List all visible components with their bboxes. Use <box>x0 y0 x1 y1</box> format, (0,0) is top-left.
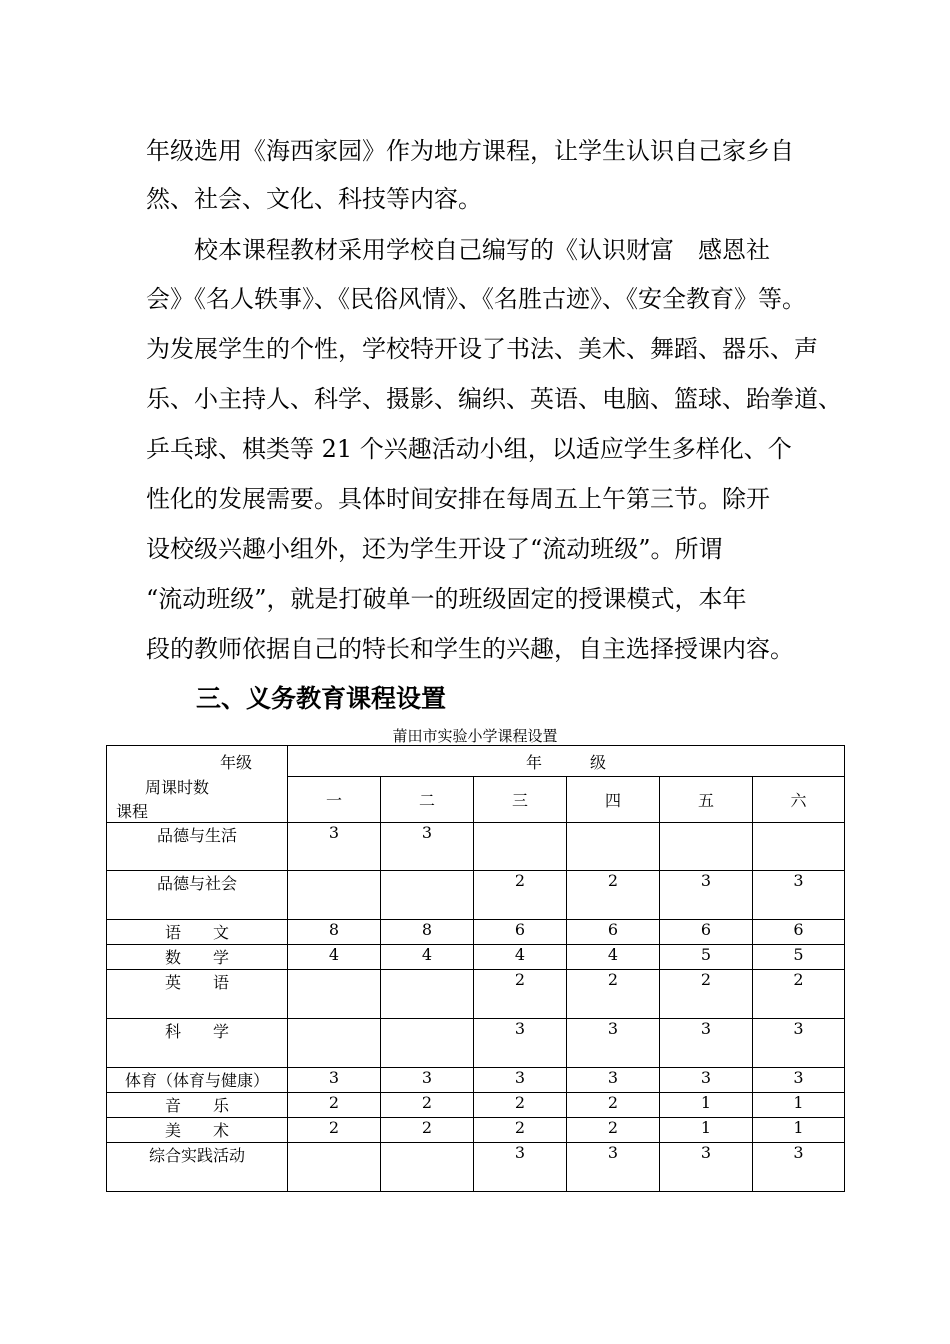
paragraph-line: 然、社会、文化、科技等内容。 <box>146 185 482 213</box>
corner-course-label: 课程 <box>116 802 149 821</box>
course-name-cell: 美 术 <box>107 1118 288 1143</box>
hours-cell: 3 <box>474 1019 567 1068</box>
paragraph-line: 乐、小主持人、科学、摄影、编织、英语、电脑、篮球、跆拳道、 <box>146 385 842 413</box>
paragraph-line: 乒乓球、棋类等 21 个兴趣活动小组，以适应学生多样化、个 <box>146 435 792 463</box>
table-row <box>107 823 845 871</box>
course-name-cell: 英 语 <box>107 970 288 1019</box>
grade-cell: 四 <box>567 777 660 823</box>
paragraph-line: 校本课程教材采用学校自己编写的《认识财富 感恩社 <box>194 236 770 264</box>
hours-cell <box>567 823 660 871</box>
hours-cell: 1 <box>660 1118 753 1143</box>
hours-cell: 2 <box>381 1093 474 1118</box>
course-table <box>106 745 845 1192</box>
course-name-cell: 综合实践活动 <box>107 1143 288 1192</box>
hours-cell: 2 <box>474 1093 567 1118</box>
hours-cell: 2 <box>753 970 845 1019</box>
hours-cell <box>660 823 753 871</box>
hours-cell: 2 <box>660 970 753 1019</box>
hours-cell: 1 <box>753 1118 845 1143</box>
table-row <box>107 1019 845 1068</box>
hours-cell <box>381 1019 474 1068</box>
hours-cell: 2 <box>474 871 567 920</box>
paragraph-line: 为发展学生的个性，学校特开设了书法、美术、舞蹈、器乐、声 <box>146 335 818 363</box>
hours-cell: 5 <box>660 945 753 970</box>
hours-cell: 1 <box>753 1093 845 1118</box>
hours-cell: 2 <box>567 1093 660 1118</box>
hours-cell: 3 <box>753 871 845 920</box>
hours-cell <box>288 970 381 1019</box>
hours-cell: 8 <box>381 920 474 945</box>
corner-hours-label: 周课时数 <box>145 778 210 797</box>
hours-cell: 6 <box>753 920 845 945</box>
table-row <box>107 1143 845 1192</box>
course-name-cell: 品德与生活 <box>107 823 288 871</box>
section-heading: 三、义务教育课程设置 <box>196 684 447 713</box>
hours-cell: 3 <box>753 1019 845 1068</box>
hours-cell: 2 <box>381 1118 474 1143</box>
hours-cell: 1 <box>660 1093 753 1118</box>
hours-cell: 2 <box>567 871 660 920</box>
hours-cell: 4 <box>381 945 474 970</box>
hours-cell <box>381 1143 474 1192</box>
grade-header-cell: 年 级 <box>288 746 845 777</box>
table-row <box>107 970 845 1019</box>
hours-cell: 3 <box>381 823 474 871</box>
hours-cell: 6 <box>567 920 660 945</box>
grade-cell: 二 <box>381 777 474 823</box>
paragraph-line: 段的教师依据自己的特长和学生的兴趣，自主选择授课内容。 <box>146 635 794 663</box>
hours-cell: 2 <box>567 1118 660 1143</box>
hours-cell: 6 <box>474 920 567 945</box>
hours-cell: 3 <box>660 1143 753 1192</box>
corner-header-cell <box>107 746 288 823</box>
hours-cell <box>381 970 474 1019</box>
hours-cell: 3 <box>753 1143 845 1192</box>
hours-cell: 2 <box>288 1118 381 1143</box>
hours-cell <box>288 1019 381 1068</box>
hours-cell: 3 <box>567 1019 660 1068</box>
hours-cell: 4 <box>474 945 567 970</box>
table-row <box>107 871 845 920</box>
paragraph-line: 性化的发展需要。具体时间安排在每周五上午第三节。除开 <box>146 485 770 513</box>
hours-cell: 3 <box>660 871 753 920</box>
course-name-cell: 语 文 <box>107 920 288 945</box>
hours-cell <box>753 823 845 871</box>
course-name-cell: 体育（体育与健康） <box>107 1068 288 1093</box>
course-name-cell: 音 乐 <box>107 1093 288 1118</box>
grade-cell: 五 <box>660 777 753 823</box>
hours-cell: 3 <box>474 1143 567 1192</box>
hours-cell: 3 <box>660 1068 753 1093</box>
hours-cell: 2 <box>288 1093 381 1118</box>
hours-cell: 8 <box>288 920 381 945</box>
hours-cell: 5 <box>753 945 845 970</box>
paragraph-line: 设校级兴趣小组外，还为学生开设了“流动班级”。所谓 <box>146 535 723 563</box>
course-name-cell: 数 学 <box>107 945 288 970</box>
hours-cell <box>381 871 474 920</box>
hours-cell: 2 <box>474 1118 567 1143</box>
table-caption: 莆田市实验小学课程设置 <box>392 727 558 745</box>
grade-cell: 一 <box>288 777 381 823</box>
table-header-row <box>107 746 845 777</box>
hours-cell: 6 <box>660 920 753 945</box>
hours-cell: 4 <box>567 945 660 970</box>
table-row <box>107 1068 845 1093</box>
table-row <box>107 1093 845 1118</box>
paragraph-line: “流动班级”，就是打破单一的班级固定的授课模式，本年 <box>146 585 747 613</box>
hours-cell: 3 <box>660 1019 753 1068</box>
grade-cell: 六 <box>753 777 845 823</box>
hours-cell: 3 <box>288 1068 381 1093</box>
hours-cell: 3 <box>567 1143 660 1192</box>
hours-cell: 3 <box>381 1068 474 1093</box>
grade-cell: 三 <box>474 777 567 823</box>
table-row <box>107 920 845 945</box>
hours-cell: 2 <box>474 970 567 1019</box>
course-name-cell: 科 学 <box>107 1019 288 1068</box>
course-name-cell: 品德与社会 <box>107 871 288 920</box>
hours-cell <box>288 1143 381 1192</box>
hours-cell: 4 <box>288 945 381 970</box>
paragraph-line: 年级选用《海西家园》作为地方课程，让学生认识自己家乡自 <box>146 137 794 165</box>
hours-cell <box>288 871 381 920</box>
table-row <box>107 1118 845 1143</box>
hours-cell: 3 <box>474 1068 567 1093</box>
table-row <box>107 945 845 970</box>
paragraph-line: 会》《名人轶事》、《民俗风情》、《名胜古迹》、《安全教育》等。 <box>146 285 806 313</box>
hours-cell: 3 <box>567 1068 660 1093</box>
hours-cell: 3 <box>288 823 381 871</box>
hours-cell <box>474 823 567 871</box>
hours-cell: 2 <box>567 970 660 1019</box>
hours-cell: 3 <box>753 1068 845 1093</box>
corner-grade-label: 年级 <box>220 753 253 772</box>
